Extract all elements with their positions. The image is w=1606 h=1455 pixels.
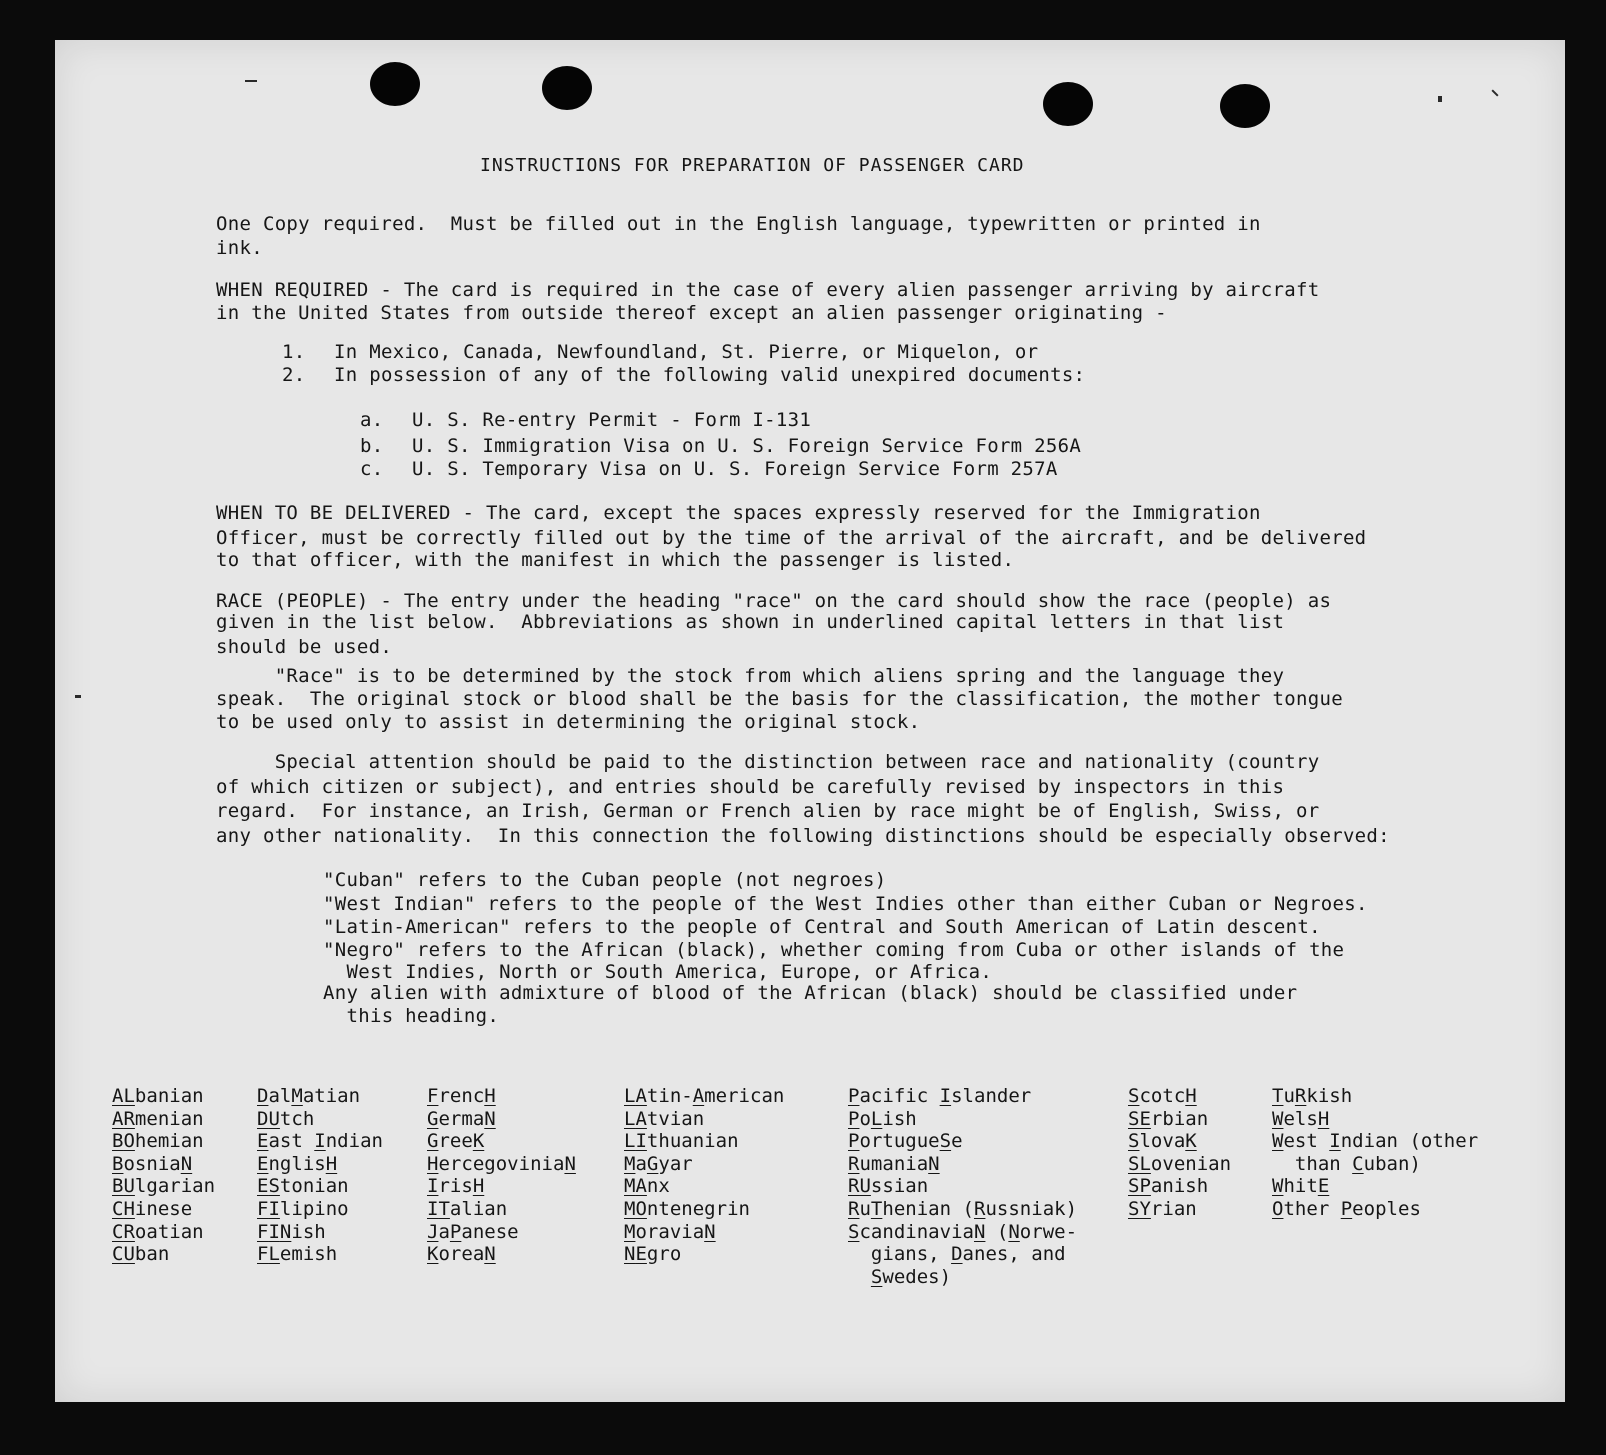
race-definition-line: "Race" is to be determined by the stock from which aliens spring and the language they <box>216 665 1285 687</box>
race-item: SPanish <box>1128 1175 1209 1198</box>
race-column <box>624 1085 784 1266</box>
race-item: LIthuanian <box>624 1130 739 1153</box>
intro-line: One Copy required. Must be filled out in the English language, typewritten or printed in <box>216 213 1261 235</box>
race-item: SYrian <box>1128 1197 1197 1220</box>
race-item: KoreaN <box>427 1243 496 1266</box>
race-item: FrencH <box>427 1085 496 1107</box>
scan-mark <box>1491 89 1498 96</box>
race-item: Swedes) <box>870 1265 952 1288</box>
race-item: RuThenian (Russniak) <box>848 1197 1078 1220</box>
race-column <box>257 1085 383 1266</box>
race-intro-line: given in the list below. Abbreviations as shown in underlined capital letters in that list <box>216 611 1285 633</box>
race-intro-line: RACE (PEOPLE) - The entry under the heading "race" on the card should show the race (people) as <box>216 590 1332 612</box>
race-item: DUtch <box>257 1107 315 1130</box>
race-item: MaGyar <box>624 1152 693 1175</box>
race-intro-line: should be used. <box>216 636 393 658</box>
race-item: ALbanian <box>112 1085 204 1107</box>
distinction-line: West Indies, North or South America, Europe, or Africa. <box>323 961 993 983</box>
distinction-line: this heading. <box>323 1005 500 1027</box>
race-item: ITalian <box>427 1197 508 1220</box>
race-item: MAnx <box>624 1175 670 1198</box>
race-column <box>1128 1085 1231 1221</box>
distinction-line: "Latin-American" refers to the people of Central and South American of Latin descent. <box>323 916 1321 938</box>
race-item: ScandinaviaN (Norwe- <box>848 1220 1078 1243</box>
race-item: West Indian (other <box>1272 1130 1479 1153</box>
scan-mark <box>245 80 257 82</box>
race-item: GreeK <box>427 1130 485 1153</box>
when-delivered-line: Officer, must be correctly filled out by the time of the arrival of the aircraft, and be delivered <box>216 527 1367 549</box>
race-item: JaPanese <box>427 1220 519 1243</box>
punch-hole <box>370 62 420 106</box>
special-attention-line: any other nationality. In this connection the following distinctions should be especially observed: <box>216 825 1390 847</box>
sub-list-item: U. S. Immigration Visa on U. S. Foreign Service Form 256A <box>412 435 1082 457</box>
race-item: SErbian <box>1128 1107 1209 1130</box>
race-item: Other Peoples <box>1272 1197 1421 1220</box>
race-item: RUssian <box>848 1175 929 1198</box>
race-item: SLovenian <box>1128 1152 1232 1175</box>
race-column <box>848 1085 1077 1288</box>
race-item: CHinese <box>112 1197 193 1220</box>
race-item: BUlgarian <box>112 1175 216 1198</box>
race-item: TuRkish <box>1272 1085 1353 1107</box>
distinction-line: "Negro" refers to the African (black), whether coming from Cuba or other islands of the <box>323 939 1345 961</box>
race-item: than Cuban) <box>1294 1152 1421 1175</box>
race-column <box>427 1085 576 1266</box>
punch-hole <box>1043 82 1093 126</box>
list-item: In Mexico, Canada, Newfoundland, St. Pierre, or Miquelon, or <box>334 341 1039 363</box>
race-item: ARmenian <box>112 1107 204 1130</box>
when-required-line: WHEN REQUIRED - The card is required in the case of every alien passenger arriving by aircraft <box>216 279 1320 301</box>
race-item: SlovaK <box>1128 1130 1197 1153</box>
punch-hole <box>1220 84 1270 128</box>
race-item: PoLish <box>848 1107 917 1130</box>
race-item: LAtin-American <box>624 1085 785 1107</box>
race-item: WhitE <box>1272 1175 1330 1198</box>
sub-list-letter: a. <box>360 409 384 431</box>
race-column <box>1272 1085 1478 1221</box>
distinction-line: Any alien with admixture of blood of the African (black) should be classified under <box>323 982 1298 1004</box>
race-item: MOntenegrin <box>624 1197 750 1220</box>
scan-mark <box>1438 96 1442 102</box>
race-item: CRoatian <box>112 1220 204 1243</box>
race-item: LAtvian <box>624 1107 705 1130</box>
race-definition-line: speak. The original stock or blood shall be the basis for the classification, the mother tongue <box>216 688 1343 710</box>
special-attention-line: of which citizen or subject), and entries should be carefully revised by inspectors in this <box>216 776 1285 798</box>
sub-list-letter: c. <box>360 458 384 480</box>
race-item: DalMatian <box>257 1085 361 1107</box>
special-attention-line: Special attention should be paid to the distinction between race and nationality (country <box>216 751 1320 773</box>
document-title: INSTRUCTIONS FOR PREPARATION OF PASSENGER CARD <box>480 155 1025 176</box>
race-item: GermaN <box>427 1107 496 1130</box>
race-item: FINish <box>257 1220 326 1243</box>
when-delivered-line: WHEN TO BE DELIVERED - The card, except the spaces expressly reserved for the Immigration <box>216 502 1261 524</box>
race-item: NEgro <box>624 1243 682 1266</box>
race-item: ScotcH <box>1128 1085 1197 1107</box>
scan-mark <box>75 695 81 698</box>
intro-line: ink. <box>216 237 263 259</box>
race-item: East Indian <box>257 1130 383 1153</box>
distinction-line: "Cuban" refers to the Cuban people (not negroes) <box>323 869 887 891</box>
race-item: IrisH <box>427 1175 485 1198</box>
race-item: EStonian <box>257 1175 349 1198</box>
race-item: PortugueSe <box>848 1130 963 1153</box>
punch-hole <box>542 66 592 110</box>
race-item: FLemish <box>257 1243 338 1266</box>
list-number: 2. <box>282 364 306 386</box>
sub-list-letter: b. <box>360 435 384 457</box>
distinction-line: "West Indian" refers to the people of the West Indies other than either Cuban or Negroes. <box>323 893 1368 915</box>
race-item: CUban <box>112 1243 170 1266</box>
race-column <box>112 1085 215 1266</box>
when-delivered-line: to that officer, with the manifest in which the passenger is listed. <box>216 549 1015 571</box>
when-required-line: in the United States from outside thereof except an alien passenger originating - <box>216 302 1167 324</box>
race-item: RumaniaN <box>848 1152 940 1175</box>
race-item: FIlipino <box>257 1197 349 1220</box>
list-item: In possession of any of the following valid unexpired documents: <box>334 364 1086 386</box>
race-item: BosniaN <box>112 1152 193 1175</box>
race-item: BOhemian <box>112 1130 204 1153</box>
race-item: gians, Danes, and <box>870 1243 1066 1266</box>
special-attention-line: regard. For instance, an Irish, German or French alien by race might be of English, Swiss, or <box>216 800 1320 822</box>
list-number: 1. <box>282 341 306 363</box>
race-item: Pacific Islander <box>848 1085 1032 1107</box>
race-item: EnglisH <box>257 1152 338 1175</box>
race-item: MoraviaN <box>624 1220 716 1243</box>
race-item: WelsH <box>1272 1107 1330 1130</box>
race-definition-line: to be used only to assist in determining the original stock. <box>216 711 921 733</box>
sub-list-item: U. S. Re-entry Permit - Form I-131 <box>412 409 812 431</box>
sub-list-item: U. S. Temporary Visa on U. S. Foreign Service Form 257A <box>412 458 1058 480</box>
race-item: HercegoviniaN <box>427 1152 576 1175</box>
